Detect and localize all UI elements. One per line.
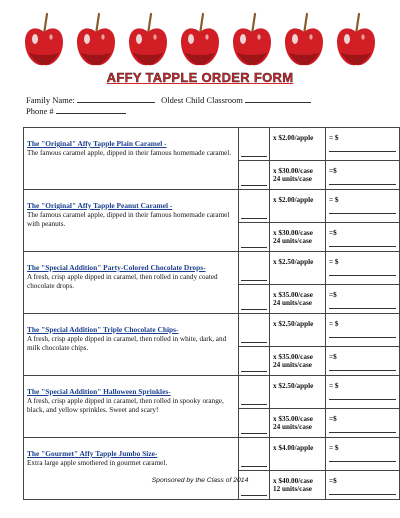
case-total-field[interactable] [326, 161, 400, 190]
case-price-label: x $40.00/case [273, 477, 313, 485]
phone-field[interactable] [56, 105, 126, 114]
product-name: The "Original" Affy Tapple Plain Caramel - [27, 139, 167, 148]
case-total-label: =$ [329, 291, 337, 299]
case-price [270, 409, 326, 438]
product-description-cell [24, 128, 239, 190]
unit-quantity-field[interactable] [239, 190, 270, 223]
unit-price: x $2.50/apple [270, 314, 326, 347]
unit-price: x $2.50/apple [270, 376, 326, 409]
product-description-cell [24, 252, 239, 314]
unit-total-field[interactable] [326, 128, 400, 161]
order-table [23, 127, 400, 500]
caramel-apple-icon [334, 12, 378, 70]
product-name: The "Gourmet" Affy Tapple Jumbo Size- [27, 449, 158, 458]
case-total-field[interactable] [326, 347, 400, 376]
unit-total-label: = $ [329, 196, 339, 204]
product-description: A fresh, crisp apple dipped in caramel, then rolled in spooky orange, black, and yellow sprinkles. Sweet and scary! [27, 397, 224, 414]
product-description-cell [24, 314, 239, 376]
unit-total-label: = $ [329, 134, 339, 142]
case-price [270, 285, 326, 314]
case-units-label: 24 units/case [273, 423, 312, 431]
phone-label: Phone # [26, 106, 54, 116]
oldest-child-field[interactable] [245, 94, 311, 103]
case-quantity-field[interactable] [239, 471, 270, 500]
unit-quantity-field[interactable] [239, 252, 270, 285]
product-description-cell [24, 376, 239, 438]
case-units-label: 12 units/case [273, 485, 312, 493]
family-info [26, 94, 311, 116]
case-quantity-field[interactable] [239, 409, 270, 438]
unit-total-field[interactable] [326, 252, 400, 285]
unit-total-field[interactable] [326, 314, 400, 347]
case-units-label: 24 units/case [273, 237, 312, 245]
case-price [270, 161, 326, 190]
oldest-child-label: Oldest Child Classroom [161, 95, 243, 105]
unit-price: x $2.50/apple [270, 252, 326, 285]
product-description: The famous caramel apple, dipped in their famous homemade caramel with peanuts. [27, 211, 230, 228]
product-name: The "Special Addition" Halloween Sprinkles- [27, 387, 171, 396]
case-price-label: x $35.00/case [273, 291, 313, 299]
product-description: The famous caramel apple, dipped in their famous homemade caramel. [27, 149, 232, 157]
case-price-label: x $30.00/case [273, 167, 313, 175]
case-total-label: =$ [329, 415, 337, 423]
unit-total-label: = $ [329, 382, 339, 390]
product-name: The "Special Addition" Party-Colored Chocolate Drops- [27, 263, 206, 272]
case-price [270, 471, 326, 500]
product-description: A fresh, crisp apple dipped in caramel, then rolled in candy coated chocolate drops. [27, 273, 218, 290]
caramel-apple-icon [74, 12, 118, 70]
caramel-apple-icon [22, 12, 66, 70]
case-units-label: 24 units/case [273, 175, 312, 183]
unit-quantity-field[interactable] [239, 376, 270, 409]
apple-banner [22, 12, 378, 70]
case-units-label: 24 units/case [273, 299, 312, 307]
case-total-label: =$ [329, 229, 337, 237]
case-price [270, 223, 326, 252]
case-price [270, 347, 326, 376]
caramel-apple-icon [230, 12, 274, 70]
case-quantity-field[interactable] [239, 223, 270, 252]
case-quantity-field[interactable] [239, 347, 270, 376]
case-units-label: 24 units/case [273, 361, 312, 369]
page-title: AFFY TAPPLE ORDER FORM [106, 70, 294, 85]
product-description: Extra large apple smothered in gourmet caramel. [27, 459, 168, 467]
case-total-field[interactable] [326, 223, 400, 252]
unit-price: x $4.00/apple [270, 438, 326, 471]
product-name: The "Original" Affy Tapple Peanut Caramel - [27, 201, 173, 210]
product-name: The "Special Addition" Triple Chocolate Chips- [27, 325, 179, 334]
case-total-field[interactable] [326, 285, 400, 314]
product-description-cell [24, 438, 239, 500]
case-total-label: =$ [329, 477, 337, 485]
unit-total-label: = $ [329, 258, 339, 266]
caramel-apple-icon [126, 12, 170, 70]
case-price-label: x $35.00/case [273, 415, 313, 423]
product-description: A fresh, crisp apple dipped in caramel, then rolled in white, dark, and milk chocolate chips. [27, 335, 227, 352]
unit-quantity-field[interactable] [239, 314, 270, 347]
case-total-label: =$ [329, 167, 337, 175]
family-name-label: Family Name: [26, 95, 75, 105]
case-price-label: x $30.00/case [273, 229, 313, 237]
unit-price: x $2.00/apple [270, 128, 326, 161]
case-quantity-field[interactable] [239, 161, 270, 190]
caramel-apple-icon [178, 12, 222, 70]
unit-total-field[interactable] [326, 376, 400, 409]
unit-total-label: = $ [329, 444, 339, 452]
unit-quantity-field[interactable] [239, 128, 270, 161]
product-description-cell [24, 190, 239, 252]
family-name-field[interactable] [77, 94, 155, 103]
case-quantity-field[interactable] [239, 285, 270, 314]
unit-quantity-field[interactable] [239, 438, 270, 471]
unit-price: x $2.00/apple [270, 190, 326, 223]
unit-total-label: = $ [329, 320, 339, 328]
caramel-apple-icon [282, 12, 326, 70]
unit-total-field[interactable] [326, 190, 400, 223]
unit-total-field[interactable] [326, 438, 400, 471]
case-total-field[interactable] [326, 471, 400, 500]
case-total-field[interactable] [326, 409, 400, 438]
case-price-label: x $35.00/case [273, 353, 313, 361]
sponsor-note: Sponsored by the Class of 2014 [151, 477, 249, 484]
case-total-label: =$ [329, 353, 337, 361]
